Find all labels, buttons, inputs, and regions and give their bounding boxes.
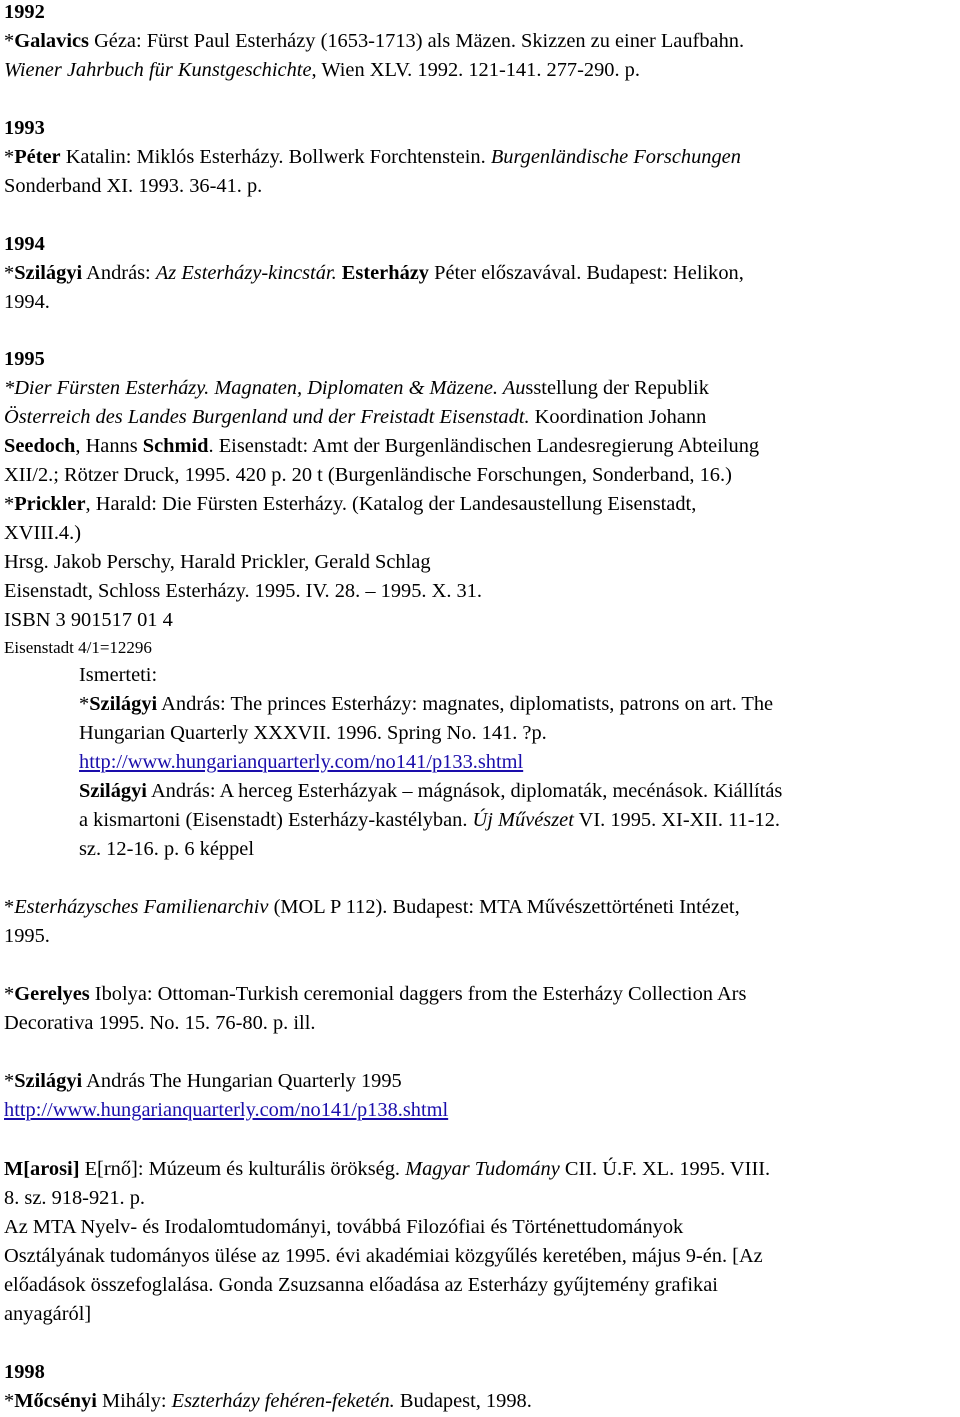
entry-familienarchiv-line-2: 1995.	[4, 925, 50, 947]
entry-marosi-line-4: Osztályának tudományos ülése az 1995. évi akadémiai közgyűlés keretében, május 9-én. [Az	[4, 1245, 763, 1267]
year-heading-1995: 1995	[4, 348, 45, 370]
entry-exhibition-line-4: XII/2.; Rötzer Druck, 1995. 420 p. 20 t (Burgenländische Forschungen, Sonderband, 16.)	[4, 464, 732, 486]
review-1-line-1: *Szilágyi András: The princes Esterházy: magnates, diplomatists, patrons on art. The	[79, 693, 774, 715]
hungarian-quarterly-link-p133[interactable]: http://www.hungarianquarterly.com/no141/p133.shtml	[79, 751, 524, 773]
review-2-line-2: a kismartoni (Eisenstadt) Esterházy-kastélyban. Új Művészet VI. 1995. XI-XII. 11-12.	[79, 809, 781, 831]
author-name: M[arosi]	[4, 1158, 80, 1180]
entry-exhibition-line-2: Österreich des Landes Burgenland und der Freistadt Eisenstadt. Koordination Johann	[4, 406, 707, 428]
author-name: Szilágyi	[89, 693, 158, 715]
review-1-line-2: Hungarian Quarterly XXXVII. 1996. Spring No. 141. ?p.	[79, 722, 547, 744]
entry-marosi-line-5: előadások összefoglalása. Gonda Zsuzsanna előadása az Esterházy gyűjtemény grafikai	[4, 1274, 718, 1296]
entry-exhibition-line-3: Seedoch, Hanns Schmid. Eisenstadt: Amt der Burgenländischen Landesregierung Abteilung	[4, 435, 760, 457]
year-heading-1998: 1998	[4, 1361, 45, 1383]
entry-peter-line-2: Sonderband XI. 1993. 36-41. p.	[4, 175, 263, 197]
entry-gerelyes-line-1: *Gerelyes Ibolya: Ottoman-Turkish ceremonial daggers from the Esterházy Collection Ars	[4, 983, 747, 1005]
series-title: Burgenländische Forschungen	[490, 146, 741, 168]
review-1-url	[79, 748, 523, 776]
journal-title: Magyar Tudomány	[405, 1158, 560, 1180]
entry-szilagyi-hq-line-1: *Szilágyi András The Hungarian Quarterly 1995	[4, 1070, 402, 1092]
entry-prickler-line-1: *Prickler, Harald: Die Fürsten Esterházy. (Katalog der Landesaustellung Eisenstadt,	[4, 493, 697, 515]
year-heading-1993: 1993	[4, 117, 45, 139]
author-name: Mőcsényi	[14, 1390, 97, 1412]
entry-prickler-isbn: ISBN 3 901517 01 4	[4, 609, 173, 631]
entry-galavics-line-2: Wiener Jahrbuch für Kunstgeschichte, Wien XLV. 1992. 121-141. 277-290. p.	[4, 59, 640, 81]
year-heading-1992: 1992	[4, 1, 45, 23]
entry-familienarchiv-line-1: *Esterházysches Familienarchiv (MOL P 112). Budapest: MTA Művészettörténeti Intézet,	[4, 896, 740, 918]
journal-title: Wiener Jahrbuch für Kunstgeschichte	[4, 59, 312, 81]
author-name: Péter	[14, 146, 61, 168]
entry-mocsenyi-line-1: *Mőcsényi Mihály: Eszterházy fehéren-feketén. Budapest, 1998.	[4, 1390, 532, 1412]
author-name: Szilágyi	[14, 262, 83, 284]
review-2-line-3: sz. 12-16. p. 6 képpel	[79, 838, 254, 860]
entry-prickler-venue: Eisenstadt, Schloss Esterházy. 1995. IV. 28. – 1995. X. 31.	[4, 580, 483, 602]
entry-prickler-shelfmark: Eisenstadt 4/1=12296	[4, 638, 152, 657]
book-title: Az Esterházy-kincstár.	[155, 262, 337, 284]
entry-szilagyi-1994-line-2: 1994.	[4, 291, 50, 313]
archive-title: Esterházysches Familienarchiv	[14, 896, 269, 918]
entry-exhibition-line-1: *Dier Fürsten Esterházy. Magnaten, Diplomaten & Mäzene. Ausstellung der Republik	[4, 377, 709, 399]
coordinator-name: Seedoch	[4, 435, 76, 457]
entry-prickler-editors: Hrsg. Jakob Perschy, Harald Prickler, Gerald Schlag	[4, 551, 431, 573]
entry-marosi-line-6: anyagáról]	[4, 1303, 92, 1325]
author-name: Gerelyes	[14, 983, 90, 1005]
author-name: Szilágyi	[79, 780, 147, 802]
book-title: Eszterházy fehéren-feketén.	[171, 1390, 395, 1412]
preface-author: Esterházy	[341, 262, 430, 284]
year-heading-1994: 1994	[4, 233, 45, 255]
review-2-line-1: Szilágyi András: A herceg Esterházyak – mágnások, diplomaták, mecénások. Kiállítás	[79, 780, 783, 802]
journal-title: Új Művészet	[472, 809, 574, 831]
entry-szilagyi-hq-url	[4, 1096, 448, 1124]
hungarian-quarterly-link-p138[interactable]: http://www.hungarianquarterly.com/no141/p138.shtml	[4, 1099, 449, 1121]
entry-gerelyes-line-2: Decorativa 1995. No. 15. 76-80. p. ill.	[4, 1012, 316, 1034]
coordinator-name: Schmid	[142, 435, 209, 457]
entry-prickler-line-2: XVIII.4.)	[4, 522, 82, 544]
review-heading: Ismerteti:	[79, 664, 158, 686]
entry-peter-line-1: *Péter Katalin: Miklós Esterházy. Bollwerk Forchtenstein. Burgenländische Forschungen	[4, 146, 741, 168]
entry-marosi-line-2: 8. sz. 918-921. p.	[4, 1187, 146, 1209]
author-name: Galavics	[14, 30, 89, 52]
author-name: Prickler	[14, 493, 86, 515]
author-name: Szilágyi	[14, 1070, 83, 1092]
entry-marosi-line-3: Az MTA Nyelv- és Irodalomtudományi, továbbá Filozófiai és Történettudományok	[4, 1216, 684, 1238]
exhibition-title: *Dier Fürsten Esterházy. Magnaten, Diplomaten & Mäzene.	[4, 377, 503, 399]
entry-marosi-line-1: M[arosi] E[rnő]: Múzeum és kulturális örökség. Magyar Tudomány CII. Ú.F. XL. 1995. VIII.	[4, 1158, 771, 1180]
entry-galavics-line-1: *Galavics Géza: Fürst Paul Esterházy (1653-1713) als Mäzen. Skizzen zu einer Laufbahn.	[4, 30, 745, 52]
entry-szilagyi-1994-line-1: *Szilágyi András: Az Esterházy-kincstár. Esterházy Péter előszavával. Budapest: Helikon,	[4, 262, 744, 284]
